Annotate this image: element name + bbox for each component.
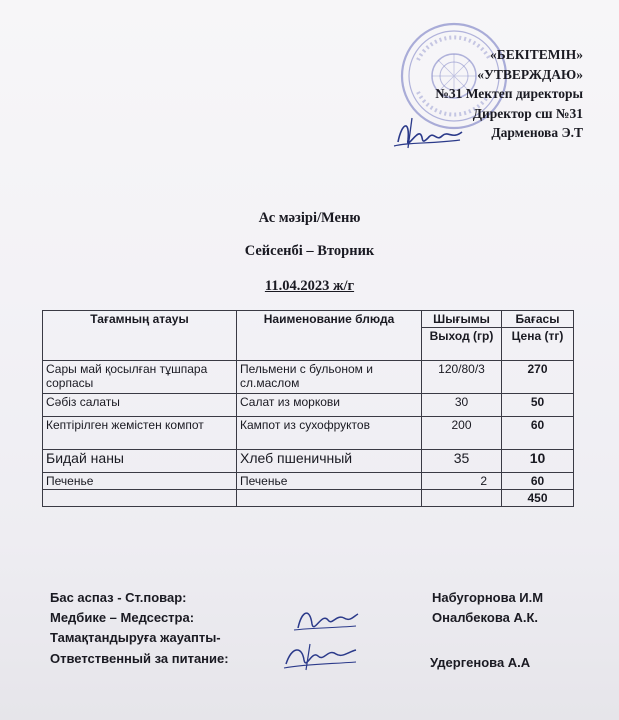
cell-name-kz: Сәбіз салаты (43, 394, 237, 417)
nurse-signature-icon (292, 602, 362, 638)
cell-yield: 35 (422, 450, 502, 473)
cell-yield: 200 (422, 417, 502, 450)
table-row (43, 473, 574, 490)
cell-name-ru: Хлеб пшеничный (237, 450, 422, 473)
nurse-name: Оналбекова А.К. (432, 610, 539, 625)
menu-table (42, 310, 574, 507)
responsible-label-kz: Тамақтандыруға жауапты- (50, 630, 221, 645)
table-total-row (43, 490, 574, 507)
menu-title: Ас мәзірі/Меню (258, 210, 361, 226)
cook-name: Набугорнова И.М (432, 590, 544, 605)
menu-day: Сейсенбі – Вторник (244, 243, 375, 259)
cell-price: 270 (502, 361, 574, 394)
header-name-ru: Наименование блюда (237, 311, 422, 361)
table-header-row (43, 311, 574, 328)
table-row (43, 450, 574, 473)
responsible-label-ru: Ответственный за питание: (50, 651, 229, 666)
header-name-kz: Тағамның атауы (43, 311, 237, 361)
cell-yield: 30 (422, 394, 502, 417)
table-row (43, 417, 574, 450)
cell-price: 50 (502, 394, 574, 417)
responsible-signature-icon (280, 640, 360, 674)
table-row (43, 361, 574, 394)
menu-date: 11.04.2023 ж/г (264, 278, 355, 294)
header-yield-kz: Шығымы (422, 311, 502, 328)
cell-price: 60 (502, 473, 574, 490)
approval-block (435, 45, 583, 143)
approval-line: №31 Мектеп директоры (435, 86, 583, 101)
table-row (43, 394, 574, 417)
cell-name-kz: Сары май қосылған тұшпара сорпасы (43, 361, 237, 394)
cell-yield: 2 (422, 473, 502, 490)
approval-line: Директор сш №31 (472, 105, 583, 121)
cell-name-kz: Кептірілген жемістен компот (43, 417, 237, 450)
cook-label: Бас аспаз - Ст.повар: (50, 590, 187, 605)
cell-empty (43, 490, 237, 507)
cell-name-kz: Печенье (43, 473, 237, 490)
cell-name-kz: Бидай наны (43, 450, 237, 473)
approval-line: «УТВЕРЖДАЮ» (477, 66, 583, 82)
approval-line: Дарменова Э.Т (491, 125, 583, 140)
cell-name-ru: Салат из моркови (237, 394, 422, 417)
header-price-kz: Бағасы (502, 311, 574, 328)
header-price-ru: Цена (тг) (502, 328, 574, 361)
cell-total: 450 (502, 490, 574, 507)
header-yield-ru: Выход (гр) (422, 328, 502, 361)
cell-yield: 120/80/3 (422, 361, 502, 394)
cell-price: 10 (502, 450, 574, 473)
responsible-name: Удергенова А.А (430, 655, 531, 670)
cell-empty (237, 490, 422, 507)
approval-line: «БЕКІТЕМІН» (490, 47, 583, 62)
cell-name-ru: Печенье (237, 473, 422, 490)
cell-name-ru: Пельмени с бульоном и сл.маслом (237, 361, 422, 394)
cell-name-ru: Кампот из сухофруктов (237, 417, 422, 450)
nurse-label: Медбике – Медсестра: (50, 610, 195, 625)
cell-price: 60 (502, 417, 574, 450)
cell-empty (422, 490, 502, 507)
